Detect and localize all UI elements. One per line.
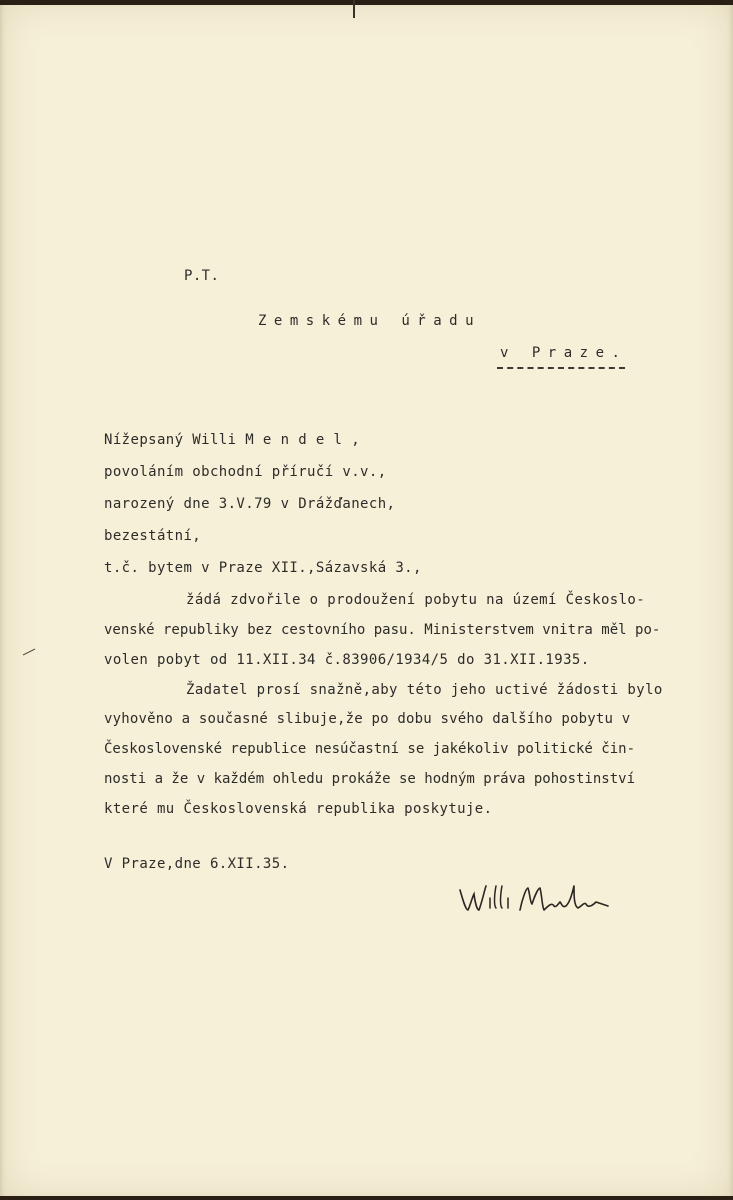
body-line: které mu Československá republika poskytuje. — [104, 801, 493, 817]
body-line: Žadatel prosí snažně,aby této jeho uctivé žádosti bylo — [186, 682, 663, 698]
body-line: povoláním obchodní příručí v.v., — [104, 464, 387, 480]
body-line: volen pobyt od 11.XII.34 č.83906/1934/5 do 31.XII.1935. — [104, 652, 590, 668]
recipient-underline — [497, 367, 625, 369]
body-line: Československé republice nesúčastní se jakékoliv politické čin- — [104, 741, 636, 757]
body-line: bezestátní, — [104, 528, 202, 544]
body-line: narozený dne 3.V.79 v Drážďanech, — [104, 496, 396, 512]
staple-mark — [353, 0, 355, 18]
scan-bottom-edge — [0, 1196, 733, 1200]
body-line: venské republiky bez cestovního pasu. Ministerstvem vnitra měl po- — [104, 622, 661, 638]
body-line: nosti a že v každém ohledu prokáže se hodným práva pohostinství — [104, 771, 636, 787]
salutation: P.T. — [184, 268, 220, 284]
body-line: žádá zdvořile o prodoužení pobytu na území Českoslo- — [186, 592, 646, 608]
handwritten-signature — [456, 880, 616, 920]
recipient-city: v Praze. — [500, 345, 628, 361]
body-line: Nížepsaný Willi M e n d e l , — [104, 432, 361, 448]
margin-mark — [22, 648, 36, 656]
recipient-office: Zemskému úřadu — [258, 313, 482, 329]
scan-top-edge — [0, 0, 733, 5]
place-and-date: V Praze,dne 6.XII.35. — [104, 856, 290, 872]
body-line: t.č. bytem v Praze XII.,Sázavská 3., — [104, 560, 422, 576]
body-line: vyhověno a současné slibuje,že po dobu svého dalšího pobytu v — [104, 711, 631, 727]
